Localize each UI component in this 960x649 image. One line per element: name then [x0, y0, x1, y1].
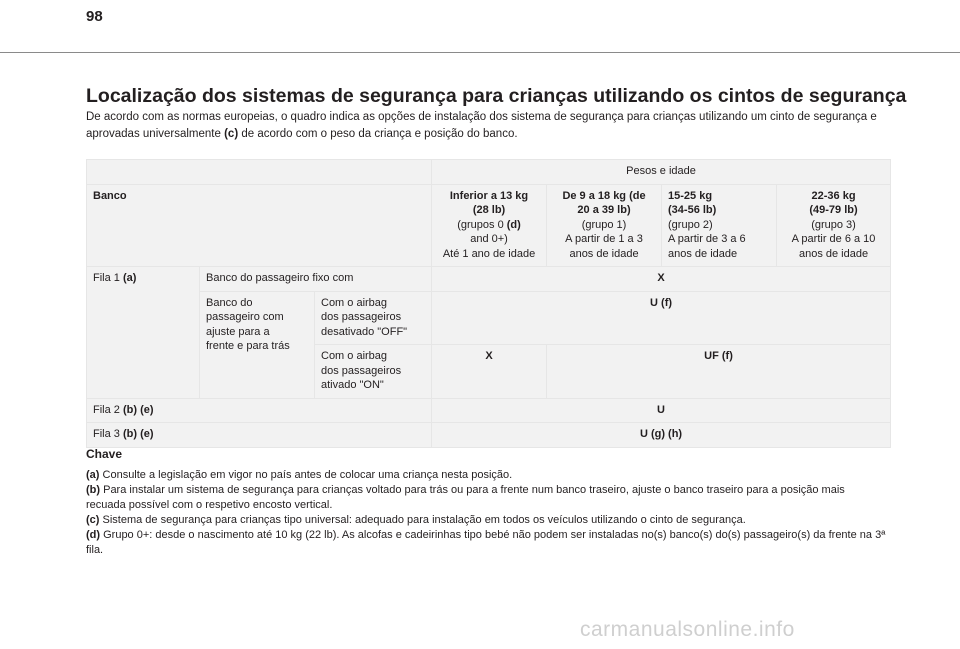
column-age-cont: anos de idade — [668, 247, 738, 260]
airbag-on-label: Com o airbag dos passageiros ativado "ON" — [315, 345, 432, 399]
column-weight: 22-36 kg — [811, 189, 856, 202]
key-text: Sistema de segurança para crianças tipo universal: adequado para instalação em todos os veículos utilizando o cinto de segurança. — [99, 514, 746, 526]
key-text: Consulte a legislação em vigor no país antes de colocar uma criança nesta posição. — [99, 469, 513, 481]
key-note-a — [86, 468, 886, 483]
row2-label: Fila 2 (b) (e) — [87, 398, 432, 423]
airbag-on-value-group0: X — [432, 345, 547, 399]
intro-paragraph — [86, 109, 886, 142]
column-group: (grupo 3) — [811, 218, 856, 231]
column-weight: 15-25 kg — [668, 189, 713, 202]
key-note-c — [86, 513, 886, 528]
key-ref: (a) — [86, 469, 100, 481]
row3-label: Fila 3 (b) (e) — [87, 423, 432, 448]
fixed-seat-value: X — [432, 267, 891, 292]
column-weight-lb: (49-79 lb) — [809, 204, 858, 216]
header-divider — [0, 52, 960, 53]
weight-age-header: Pesos e idade — [432, 160, 891, 185]
row2-reference: (b) (e) — [122, 403, 154, 416]
column-group-cont: and 0+) — [470, 233, 508, 245]
column-group: (grupos 0 — [457, 218, 507, 231]
airbag-off-label: Com o airbag dos passageiros desativado "OFF" — [315, 291, 432, 345]
key-ref: (b) — [86, 484, 101, 496]
column-group: (grupo 1) — [581, 218, 627, 231]
column-weight-lb: 20 a 39 lb) — [577, 204, 631, 216]
key-text: Grupo 0+: desde o nascimento até 10 kg (22 lb). As alcofas e cadeirinhas tipo bebé não podem ser instaladas no(s) banco(s) do(s) passageiro(s) da frente na 3ª fila. — [86, 529, 886, 556]
key-heading: Chave — [86, 447, 123, 461]
column-group-reference: (d) — [506, 218, 521, 231]
key-note-b — [86, 483, 886, 513]
adjustable-seat-label: Banco do passageiro com ajuste para a frente e para trás — [200, 291, 315, 398]
column-weight: De 9 a 18 kg (de — [562, 189, 646, 202]
table-column-header-row — [87, 184, 891, 267]
empty-header-cell — [87, 160, 432, 185]
column-age-cont: anos de idade — [798, 247, 869, 260]
row1-label: Fila 1 (a) — [87, 267, 200, 399]
column-header-group3 — [777, 184, 891, 267]
column-age-cont: anos de idade — [569, 247, 639, 260]
intro-text: De acordo com as normas europeias, o quadro indica as opções de instalação dos sistema de segurança para crianças utilizando um cinto de segurança e aprovadas universalmente — [86, 111, 877, 140]
column-age: A partir de 3 a 6 — [668, 233, 746, 245]
table-row-second-row — [87, 398, 891, 423]
column-header-group1 — [547, 184, 662, 267]
airbag-on-value-groups: UF (f) — [547, 345, 891, 399]
page-number: 98 — [86, 8, 103, 25]
column-age: Até 1 ano de idade — [442, 247, 536, 260]
key-ref: (c) — [86, 514, 100, 526]
intro-reference: (c) — [224, 127, 239, 140]
row3-value: U (g) (h) — [432, 423, 891, 448]
column-weight-lb: (28 lb) — [472, 204, 506, 216]
row3-reference: (b) (e) — [122, 428, 154, 440]
column-header-group0 — [432, 184, 547, 267]
key-ref: (d) — [86, 529, 101, 541]
column-header-group2 — [662, 184, 777, 267]
key-text: Para instalar um sistema de segurança para crianças voltado para trás ou para a frente num banco traseiro, ajuste o banco traseiro para a posição mais recuada possível com o respetivo encosto vertical. — [86, 484, 845, 511]
key-note-d — [86, 528, 886, 558]
seat-header: Banco — [87, 184, 432, 267]
watermark: carmanualsonline.info — [580, 618, 795, 641]
column-age: A partir de 1 a 3 — [565, 233, 643, 245]
table-row-airbag-off — [87, 291, 891, 345]
table-row-front-fixed — [87, 267, 891, 292]
table-header-row — [87, 160, 891, 185]
column-weight: Inferior a 13 kg — [449, 189, 529, 202]
row1-reference: (a) — [122, 272, 137, 284]
row2-value: U — [432, 398, 891, 423]
page-title: Localização dos sistemas de segurança para crianças utilizando os cintos de segurança — [86, 85, 907, 107]
airbag-off-value: U (f) — [432, 291, 891, 345]
key-notes — [86, 468, 886, 558]
table-row-third-row — [87, 423, 891, 448]
column-age: A partir de 6 a 10 — [791, 233, 876, 245]
child-seat-table — [86, 159, 891, 448]
fixed-seat-label: Banco do passageiro fixo com — [200, 267, 432, 292]
column-group: (grupo 2) — [668, 218, 713, 231]
intro-text-end: de acordo com o peso da criança e posição do banco. — [238, 127, 518, 140]
column-weight-lb: (34-56 lb) — [668, 204, 717, 216]
